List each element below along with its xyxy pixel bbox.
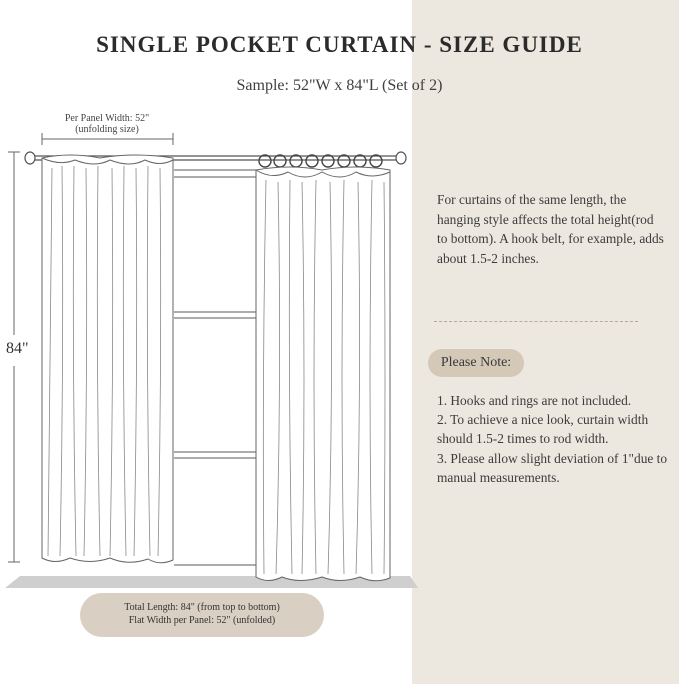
page-title: SINGLE POCKET CURTAIN - SIZE GUIDE [96,32,583,57]
flat-width-text: Flat Width per Panel: 52" (unfolded) [128,614,276,626]
note-item: 2. To achieve a nice look, curtain width should 1.5-2 times to rod width. [437,412,649,447]
sample-size-subtitle: Sample: 52"W x 84"L (Set of 2) [236,77,443,94]
size-summary-badge [80,593,324,637]
hanging-style-description: For curtains of the same length, the hanging style affects the total height(rod to bottom). A hook belt, for example, adds about 1.5-2 inches. [437,192,664,266]
curtain-rings [259,155,382,167]
height-dimension-line [8,152,20,562]
right-curtain-panel [256,167,390,581]
width-dimension-line [42,133,173,145]
panel-width-line1: Per Panel Width: 52" [64,113,150,124]
total-length-text: Total Length: 84" (from top to bottom) [124,602,280,613]
note-item: 1. Hooks and rings are not included. [437,393,632,408]
note-item: 3. Please allow slight deviation of 1"due to manual measurements. [437,450,668,485]
please-note-badge: Please Note: [428,349,524,377]
left-curtain-panel [42,155,173,563]
panel-height-label: 84" [6,340,29,357]
notes-list [437,391,677,487]
dashed-divider [434,321,638,322]
window-frame [174,170,256,565]
panel-width-line2: (unfolding size) [75,124,139,135]
